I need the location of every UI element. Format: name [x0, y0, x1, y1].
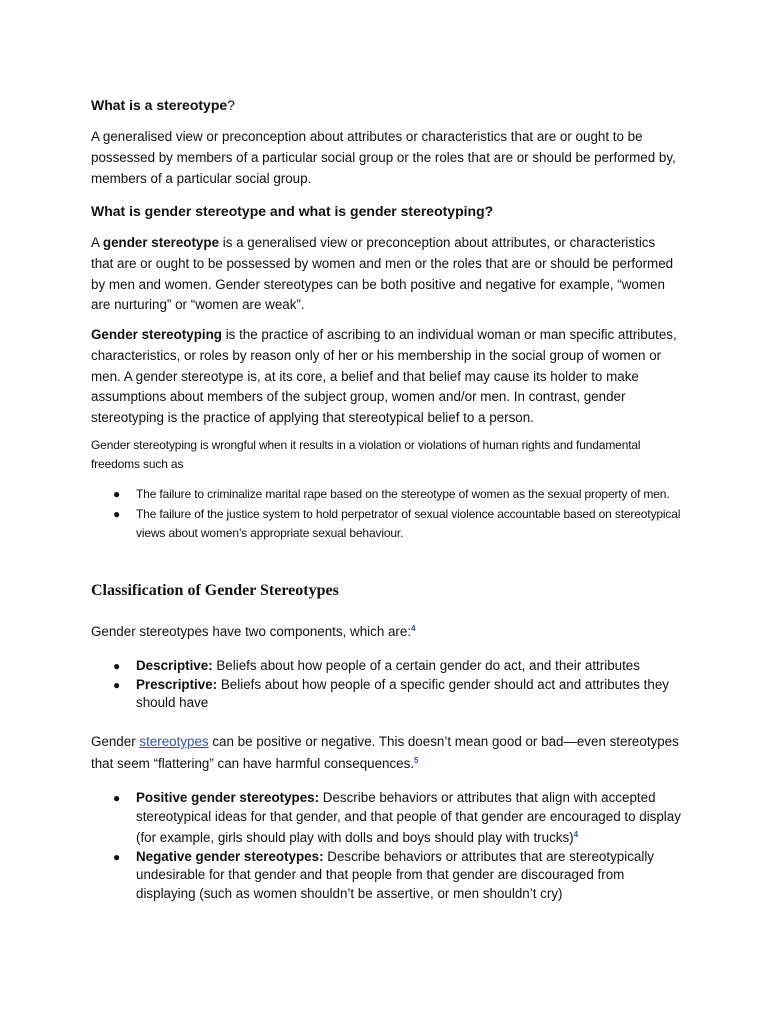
components-list — [91, 657, 681, 713]
stereotype-definition: A generalised view or preconception about attributes or characteristics that are or ought to be possessed by members of a particular social group or the roles that are or should be performed by, members of a particular social group. — [91, 129, 676, 186]
bullet-icon: ● — [113, 659, 121, 673]
heading-question-mark: ? — [227, 97, 235, 113]
positive-negative-list — [91, 789, 681, 903]
list-item-text: Describe behaviors or attributes that align with accepted stereotypical ideas for that gender, and that people of that gender are encouraged to display (for example, girls should play with dolls and boys should play with trucks) — [136, 790, 681, 845]
term-prescriptive: Prescriptive: — [136, 676, 218, 692]
term-gender-stereotyping: Gender stereotyping — [91, 327, 222, 342]
footnote-ref[interactable]: 4 — [411, 624, 416, 633]
paragraph-text: can be positive or negative. This doesn’t mean good or bad—even stereotypes that seem “flattering” can have harmful consequences. — [91, 734, 679, 771]
list-item — [91, 789, 681, 848]
list-item-text: The failure of the justice system to hold perpetrator of sexual violence accountable based on stereotypical views about women’s appropriate sexual behaviour. — [136, 506, 681, 540]
list-item-text: Beliefs about how people of a specific gender should act and attributes they should have — [136, 676, 669, 710]
gender-stereotype-paragraph — [91, 233, 681, 316]
bullet-icon: ● — [113, 791, 121, 805]
lead-text: A — [91, 235, 103, 250]
wrongful-stereotyping-paragraph: Gender stereotyping is wrongful when it results in a violation or violations of human rights and fundamental freedoms such as — [91, 438, 641, 471]
paragraph-text: is the practice of ascribing to an individual woman or man specific attributes, characteristics, or roles by reason only of her or his membership in the social group of women or men. A gender stereotype is, at its core, a belief and that belief may cause its holder to make assumptions about members of the subject group, women and/or men. In contrast, gender stereotyping is the practice of applying that stereotypical belief to a person. — [91, 327, 677, 426]
list-item-text: The failure to criminalize marital rape based on the stereotype of women as the sexual property of men. — [136, 487, 670, 501]
bullet-icon: ● — [113, 849, 121, 864]
term-descriptive: Descriptive: — [136, 658, 213, 673]
lead-text: Gender — [91, 734, 140, 749]
term-positive: Positive gender stereotypes: — [136, 790, 320, 805]
gender-stereotyping-paragraph — [91, 325, 681, 429]
violations-list — [91, 485, 681, 544]
list-item-text: Beliefs about how people of a certain gender do act, and their attributes — [212, 658, 640, 673]
list-item — [91, 676, 681, 713]
paragraph-text: is a generalised view or preconception about attributes, or characteristics that are or ought to be possessed by women and men or the roles that are or should be performed by men and women. Gender stereotypes can be both positive and negative for example, “women are nurturing” or “women are weak”. — [91, 235, 674, 313]
list-item-text: Describe behaviors or attributes that are stereotypically undesirable for that gender and that people from that gender are discouraged from displaying (such as women shouldn’t be assertive, or men shouldn’t cry) — [136, 848, 655, 901]
stereotypes-link[interactable]: stereotypes — [139, 734, 209, 749]
heading-text: What is a stereotype — [91, 97, 228, 113]
footnote-ref[interactable]: 5 — [414, 756, 419, 765]
term-negative: Negative gender stereotypes: — [136, 848, 324, 864]
term-gender-stereotype: gender stereotype — [102, 235, 220, 250]
heading-classification: Classification of Gender Stereotypes — [91, 582, 339, 599]
footnote-ref[interactable]: 4 — [573, 830, 579, 839]
bullet-icon: ● — [113, 487, 121, 501]
bullet-icon: ● — [113, 506, 121, 521]
list-item — [91, 657, 681, 676]
heading-what-is-stereotype — [91, 96, 235, 114]
positive-negative-paragraph — [91, 732, 681, 773]
heading-gender-stereotype: What is gender stereotype and what is gender stereotyping? — [91, 203, 494, 219]
list-item — [91, 485, 681, 505]
paragraph-text: Gender stereotypes have two components, which are: — [91, 624, 412, 639]
components-paragraph — [91, 619, 681, 643]
list-item — [91, 505, 681, 544]
bullet-icon: ● — [113, 677, 121, 692]
list-item — [91, 848, 681, 904]
